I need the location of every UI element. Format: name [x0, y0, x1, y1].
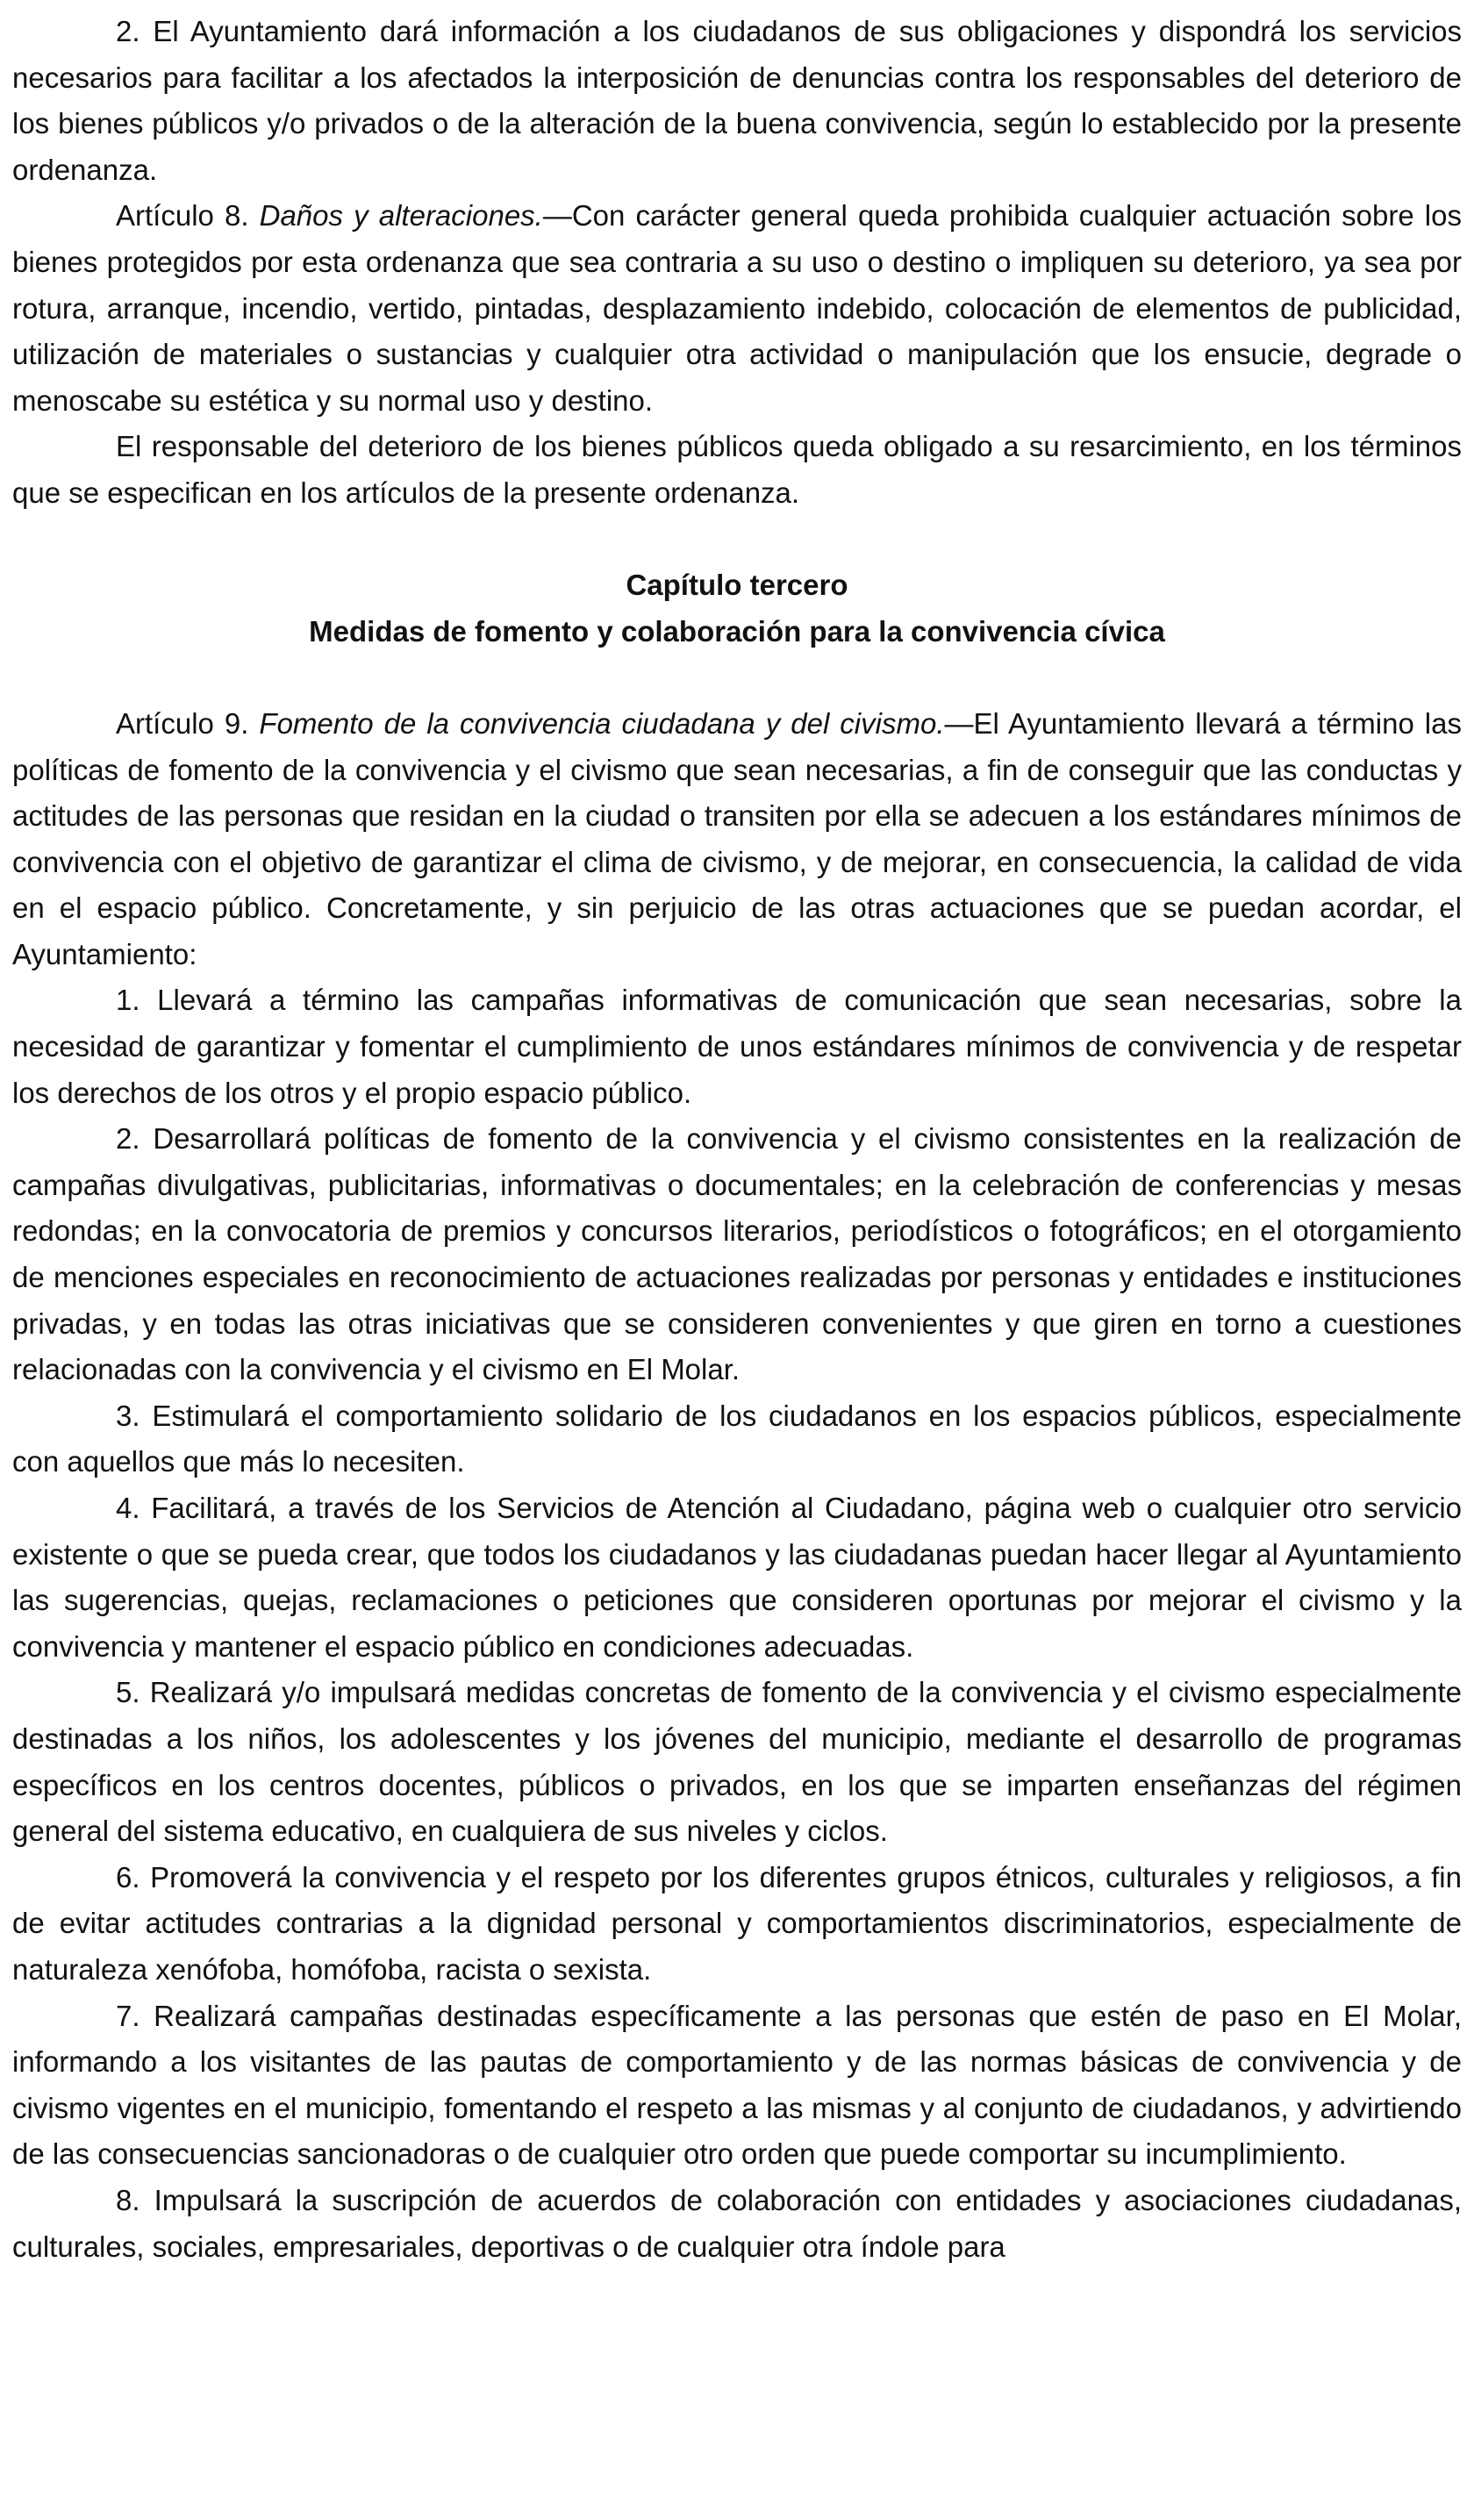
- paragraph-article8: [12, 193, 1462, 424]
- list-item-6: 6. Promoverá la convivencia y el respeto por los diferentes grupos étnicos, culturales y religiosos, a fin de evitar actitudes contrarias a la dignidad personal y comportamientos discriminatorios, especialmente de naturaleza xenófoba, homófoba, racista o sexista.: [12, 1860, 1462, 1986]
- chapter-number: Capítulo tercero: [626, 569, 848, 602]
- article9-number: Artículo 9.: [116, 706, 260, 740]
- blank-line: [12, 655, 1462, 701]
- list-item-4: 4. Facilitará, a través de los Servicios de Atención al Ciudadano, página web o cualquier otro servicio existente o que se pueda crear, que todos los ciudadanos y las ciudadanas puedan hacer llegar al Ayuntamiento las sugerencias, quejas, reclamaciones o peticiones que consideren oportunas por mejorar el civismo y la convivencia y mantener el espacio público en condiciones adecuadas.: [12, 1492, 1462, 1663]
- list-item-7: 7. Realizará campañas destinadas específicamente a las personas que estén de paso en El Molar, informando a los visitantes de las pautas de comportamiento y de las normas básicas de convivencia y de civismo vigentes en el municipio, fomentando el respeto a las mismas y al conjunto de ciudadanos, y advirtiendo de las consecuencias sancionadoras o de cualquier otro orden que puede comportar su incumplimiento.: [12, 1999, 1462, 2171]
- article8-number: Artículo 8.: [116, 199, 260, 233]
- article9-title: Fomento de la convivencia ciudadana y del civismo.: [259, 706, 945, 740]
- paragraph-article7-point2: 2. El Ayuntamiento dará información a los ciudadanos de sus obligaciones y dispondrá los servicios necesarios para facilitar a los afectados la interposición de denuncias contra los responsables del deterioro de los bienes públicos y/o privados o de la alteración de la buena convivencia, según lo establecido por la presente ordenanza.: [12, 15, 1462, 186]
- list-item-1: 1. Llevará a término las campañas informativas de comunicación que sean necesarias, sobre la necesidad de garantizar y fomentar el cumplimiento de unos estándares mínimos de convivencia y de respetar los derechos de los otros y el propio espacio público.: [12, 984, 1462, 1109]
- article9-body: —El Ayuntamiento llevará a término las políticas de fomento de la convivencia y el civismo que sean necesarias, a fin de conseguir que las conductas y actitudes de las personas que residan en la ciudad o transiten por ella se adecuen a los estándares mínimos de convivencia con el objetivo de garantizar el clima de civismo, y de mejorar, en consecuencia, la calidad de vida en el espacio público. Concretamente, y sin perjuicio de las otras actuaciones que se puedan acordar, el Ayuntamiento:: [12, 706, 1462, 970]
- list-item-5: 5. Realizará y/o impulsará medidas concretas de fomento de la convivencia y el civismo especialmente destinadas a los niños, los adolescentes y los jóvenes del municipio, mediante el desarrollo de programas específicos en los centros docentes, públicos o privados, en los que se imparten enseñanzas del régimen general del sistema educativo, en cualquiera de sus niveles y ciclos.: [12, 1676, 1462, 1848]
- article8-title: Daños y alteraciones.: [259, 199, 543, 233]
- list-item-8: 8. Impulsará la suscripción de acuerdos de colaboración con entidades y asociaciones ciudadanas, culturales, sociales, empresariales, deportivas o de cualquier otra índole para: [12, 2183, 1462, 2263]
- document-page: [12, 9, 1462, 2270]
- blank-line: [12, 517, 1462, 563]
- chapter-title: Medidas de fomento y colaboración para la convivencia cívica: [309, 614, 1165, 648]
- list-item-2: 2. Desarrollará políticas de fomento de la convivencia y el civismo consistentes en la realización de campañas divulgativas, publicitarias, informativas o documentales; en la celebración de conferencias y mesas redondas; en la convocatoria de premios y concursos literarios, periodísticos o fotográficos; en el otorgamiento de menciones especiales en reconocimiento de actuaciones realizadas por personas y entidades e instituciones privadas, y en todas las otras iniciativas que se consideren convenientes y que giren en torno a cuestiones relacionadas con la convivencia y el civismo en El Molar.: [12, 1122, 1462, 1386]
- list-item-3: 3. Estimulará el comportamiento solidario de los ciudadanos en los espacios públicos, especialmente con aquellos que más lo necesiten.: [12, 1399, 1462, 1478]
- paragraph-article8-responsibility: El responsable del deterioro de los bienes públicos queda obligado a su resarcimiento, en los términos que se especifican en los artículos de la presente ordenanza.: [12, 430, 1462, 509]
- paragraph-article9: [12, 701, 1462, 978]
- article8-body: —Con carácter general queda prohibida cualquier actuación sobre los bienes protegidos por esta ordenanza que sea contraria a su uso o destino o impliquen su deterioro, ya sea por rotura, arranque, incendio, vertido, pintadas, desplazamiento indebido, colocación de elementos de publicidad, utilización de materiales o sustancias y cualquier otra actividad o manipulación que los ensucie, degrade o menoscabe su estética y su normal uso y destino.: [12, 199, 1462, 417]
